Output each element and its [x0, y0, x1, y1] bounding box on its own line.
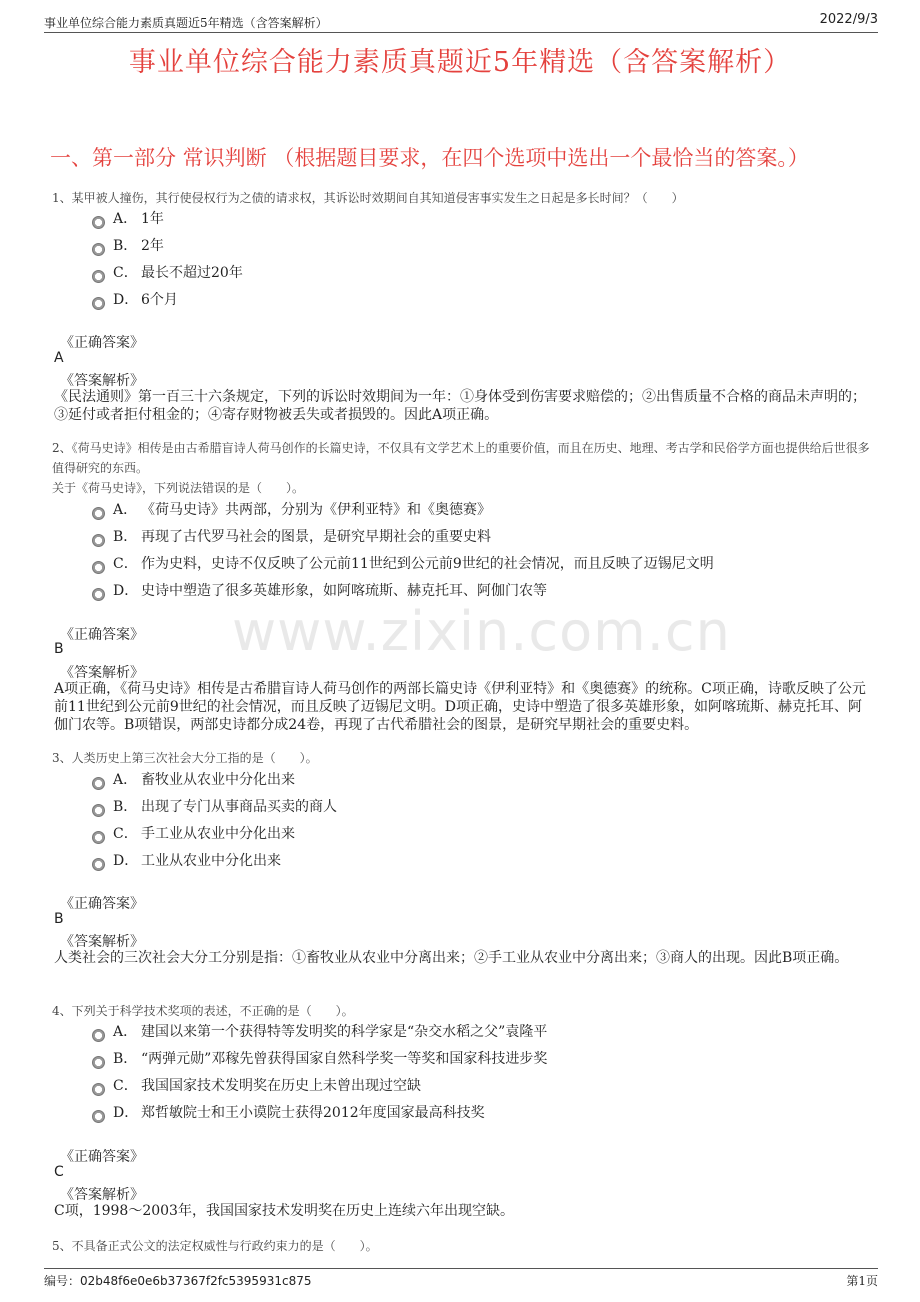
question-2-option-a[interactable]: A． 《荷马史诗》共两部，分别为《伊利亚特》和《奥德赛》	[92, 500, 491, 520]
radio-icon[interactable]	[92, 1083, 105, 1096]
page-header	[44, 12, 878, 33]
question-1-answer: A	[54, 350, 64, 366]
radio-icon[interactable]	[92, 297, 105, 310]
radio-icon[interactable]	[92, 831, 105, 844]
document-code: 编号：02b48f6e0e6b37367f2fc5395931c875	[44, 1274, 312, 1288]
radio-icon[interactable]	[92, 1110, 105, 1123]
question-4-option-d[interactable]: D． 郑哲敏院士和王小谟院士获得2012年度国家最高科技奖	[92, 1103, 485, 1123]
page-number: 第1页	[846, 1274, 878, 1288]
question-4-option-b[interactable]: B． “两弹元勋”邓稼先曾获得国家自然科学奖一等奖和国家科技进步奖	[92, 1049, 547, 1069]
radio-icon[interactable]	[92, 1029, 105, 1042]
question-3-option-c[interactable]: C． 手工业从农业中分化出来	[92, 824, 295, 844]
question-3-answer: B	[54, 911, 64, 927]
radio-icon[interactable]	[92, 507, 105, 520]
question-3-explanation: 人类社会的三次社会大分工分别是指：①畜牧业从农业中分离出来；②手工业从农业中分离出来；③商人的出现。因此B项正确。	[54, 950, 849, 966]
question-3-option-d[interactable]: D． 工业从农业中分化出来	[92, 851, 281, 871]
document-title: 事业单位综合能力素质真题近5年精选（含答案解析）	[128, 47, 792, 78]
correct-answer-label: 《正确答案》	[60, 896, 144, 912]
question-2-prompt: 关于《荷马史诗》，下列说法错误的是（ ）。	[52, 481, 305, 495]
question-3-option-a[interactable]: A． 畜牧业从农业中分化出来	[92, 770, 295, 790]
radio-icon[interactable]	[92, 534, 105, 547]
radio-icon[interactable]	[92, 777, 105, 790]
radio-icon[interactable]	[92, 243, 105, 256]
correct-answer-label: 《正确答案》	[60, 1149, 144, 1165]
radio-icon[interactable]	[92, 561, 105, 574]
correct-answer-label: 《正确答案》	[60, 627, 144, 643]
question-5-stem: 5、不具备正式公文的法定权威性与行政约束力的是（ ）。	[52, 1239, 378, 1253]
explanation-label: 《答案解析》	[60, 1187, 144, 1203]
question-1-explanation: 《民法通则》第一百三十六条规定，下列的诉讼时效期间为一年：①身体受到伤害要求赔偿的；②出售质量不合格的商品未声明的；③延付或者拒付租金的；④寄存财物被丢失或者损毁的。因此A项正确。	[54, 389, 866, 423]
radio-icon[interactable]	[92, 588, 105, 601]
question-4-option-c[interactable]: C． 我国国家技术发明奖在历史上未曾出现过空缺	[92, 1076, 421, 1096]
explanation-label: 《答案解析》	[60, 665, 144, 681]
correct-answer-label: 《正确答案》	[60, 335, 144, 351]
section-heading: 一、第一部分 常识判断 （根据题目要求，在四个选项中选出一个最恰当的答案。）	[50, 146, 809, 170]
question-4-answer: C	[54, 1164, 64, 1180]
question-3-option-b[interactable]: B． 出现了专门从事商品买卖的商人	[92, 797, 337, 817]
radio-icon[interactable]	[92, 858, 105, 871]
question-2-option-d[interactable]: D． 史诗中塑造了很多英雄形象，如阿喀琉斯、赫克托耳、阿伽门农等	[92, 581, 547, 601]
radio-icon[interactable]	[92, 804, 105, 817]
question-1-option-a[interactable]: A． 1年	[92, 209, 164, 229]
question-4-option-a[interactable]: A． 建国以来第一个获得特等发明奖的科学家是“杂交水稻之父”袁隆平	[92, 1022, 547, 1042]
watermark: www.zixin.com.cn	[232, 600, 731, 663]
header-date: 2022/9/3	[819, 12, 878, 27]
radio-icon[interactable]	[92, 1056, 105, 1069]
question-1-stem: 1、某甲被人撞伤，其行使侵权行为之债的请求权，其诉讼时效期间自其知道侵害事实发生之日起是多长时间？（ ）	[52, 191, 684, 205]
radio-icon[interactable]	[92, 270, 105, 283]
question-4-explanation: C项，1998～2003年，我国国家技术发明奖在历史上连续六年出现空缺。	[54, 1203, 514, 1219]
question-2-stem: 2、《荷马史诗》相传是由古希腊盲诗人荷马创作的长篇史诗，不仅具有文学艺术上的重要价值，而且在历史、地理、考古学和民俗学方面也提供给后世很多值得研究的东西。	[52, 441, 870, 475]
question-1-option-d[interactable]: D． 6个月	[92, 290, 178, 310]
question-4-stem: 4、下列关于科学技术奖项的表述，不正确的是（ ）。	[52, 1004, 354, 1018]
question-2-option-c[interactable]: C． 作为史料，史诗不仅反映了公元前11世纪到公元前9世纪的社会情况，而且反映了迈锡尼文明	[92, 554, 714, 574]
question-2-answer: B	[54, 641, 64, 657]
explanation-label: 《答案解析》	[60, 934, 144, 950]
question-2-option-b[interactable]: B． 再现了古代罗马社会的图景，是研究早期社会的重要史料	[92, 527, 491, 547]
question-3-stem: 3、人类历史上第三次社会大分工指的是（ ）。	[52, 751, 318, 765]
radio-icon[interactable]	[92, 216, 105, 229]
question-1-option-c[interactable]: C． 最长不超过20年	[92, 263, 243, 283]
header-doc-title: 事业单位综合能力素质真题近5年精选（含答案解析）	[44, 16, 328, 30]
explanation-label: 《答案解析》	[60, 373, 144, 389]
question-1-option-b[interactable]: B． 2年	[92, 236, 164, 256]
page-footer	[44, 1268, 878, 1289]
question-2-explanation: A项正确，《荷马史诗》相传是古希腊盲诗人荷马创作的两部长篇史诗《伊利亚特》和《奥德赛》的统称。C项正确，诗歌反映了公元前11世纪到公元前9世纪的社会情况，而且反映了迈锡尼文明。D项正确，史诗中塑造了很多英雄形象，如阿喀琉斯、赫克托耳、阿伽门农等。B项错误，两部史诗都分成24卷，再现了古代希腊社会的图景，是研究早期社会的重要史料。	[54, 681, 866, 733]
